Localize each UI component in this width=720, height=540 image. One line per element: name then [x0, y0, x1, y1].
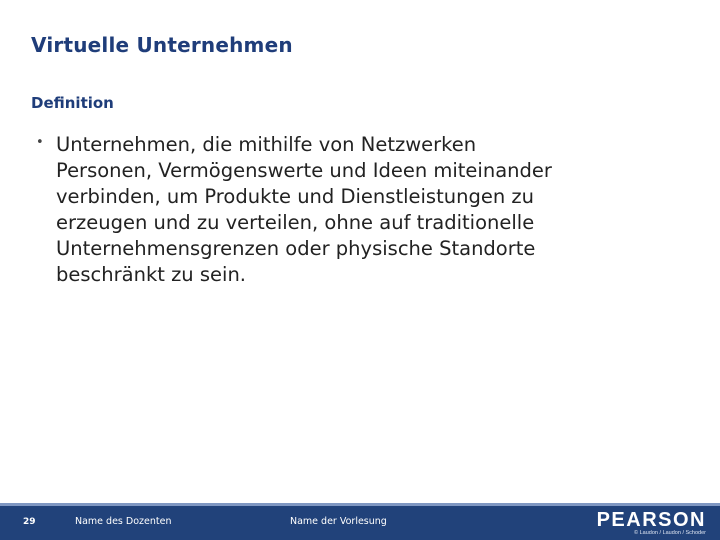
page-number: 29	[23, 517, 36, 527]
bullet-list	[36, 132, 676, 288]
lecturer-name: Name des Dozenten	[75, 516, 172, 527]
footer-stripe	[0, 503, 720, 506]
copyright-notice: © Laudon / Laudon / Schoder	[634, 530, 706, 536]
bullet-marker: •	[36, 135, 44, 150]
footer-bar	[0, 503, 720, 540]
section-heading: Definition	[31, 94, 114, 112]
course-name: Name der Vorlesung	[290, 516, 387, 527]
bullet-text: Unternehmen, die mithilfe von Netzwerken Personen, Vermögenswerte und Ideen miteinander verbinden, um Produkte und Dienstleistungen zu erzeugen und zu verteilen, ohne auf traditionelle Unternehmensgrenzen oder physische Standorte beschränkt zu sein.	[56, 133, 552, 286]
slide-title: Virtuelle Unternehmen	[31, 33, 293, 57]
pearson-logo: PEARSON	[596, 509, 706, 531]
